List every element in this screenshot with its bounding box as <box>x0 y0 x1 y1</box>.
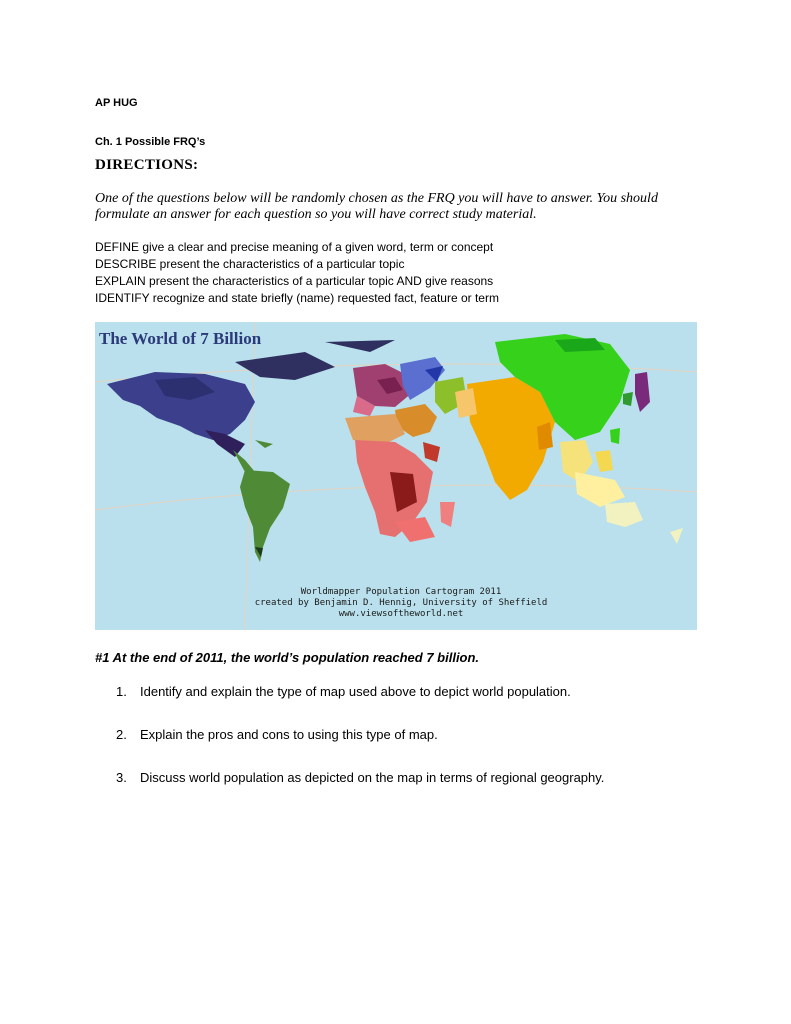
map-credit-line-1: Worldmapper Population Cartogram 2011 <box>300 587 502 597</box>
definition-identify: IDENTIFY recognize and state briefly (name) requested fact, feature or term <box>95 291 499 305</box>
question-number: 3. <box>116 770 127 785</box>
question-item-3 <box>116 770 604 785</box>
directions-text: One of the questions below will be randomly chosen as the FRQ you will have to answer. You should formulate an answer for each question so you will have correct study material. <box>95 191 658 222</box>
course-title: AP HUG <box>95 97 138 109</box>
directions-heading: DIRECTIONS: <box>95 157 199 173</box>
question-text: Identify and explain the type of map used above to depict world population. <box>140 684 571 699</box>
question-heading: #1 At the end of 2011, the world’s population reached 7 billion. <box>95 650 480 665</box>
map-title: The World of 7 Billion <box>99 329 262 348</box>
question-number: 1. <box>116 684 127 699</box>
map-credit-line-2: created by Benjamin D. Hennig, University of Sheffield <box>254 598 548 608</box>
definition-define: DEFINE give a clear and precise meaning of a given word, term or concept <box>95 240 494 254</box>
map-credit <box>221 587 581 620</box>
question-item-1 <box>116 684 571 699</box>
question-text: Explain the pros and cons to using this type of map. <box>140 727 438 742</box>
question-text: Discuss world population as depicted on the map in terms of regional geography. <box>140 770 605 785</box>
definition-explain: EXPLAIN present the characteristics of a particular topic AND give reasons <box>95 274 494 288</box>
map-credit-line-3: www.viewsoftheworld.net <box>338 609 464 619</box>
definitions-list <box>95 239 499 307</box>
definition-describe: DESCRIBE present the characteristics of a particular topic <box>95 257 405 271</box>
question-number: 2. <box>116 727 127 742</box>
cartogram-graphic <box>95 322 697 630</box>
question-item-2 <box>116 727 438 742</box>
chapter-title: Ch. 1 Possible FRQ’s <box>95 136 206 148</box>
population-cartogram <box>95 322 697 630</box>
